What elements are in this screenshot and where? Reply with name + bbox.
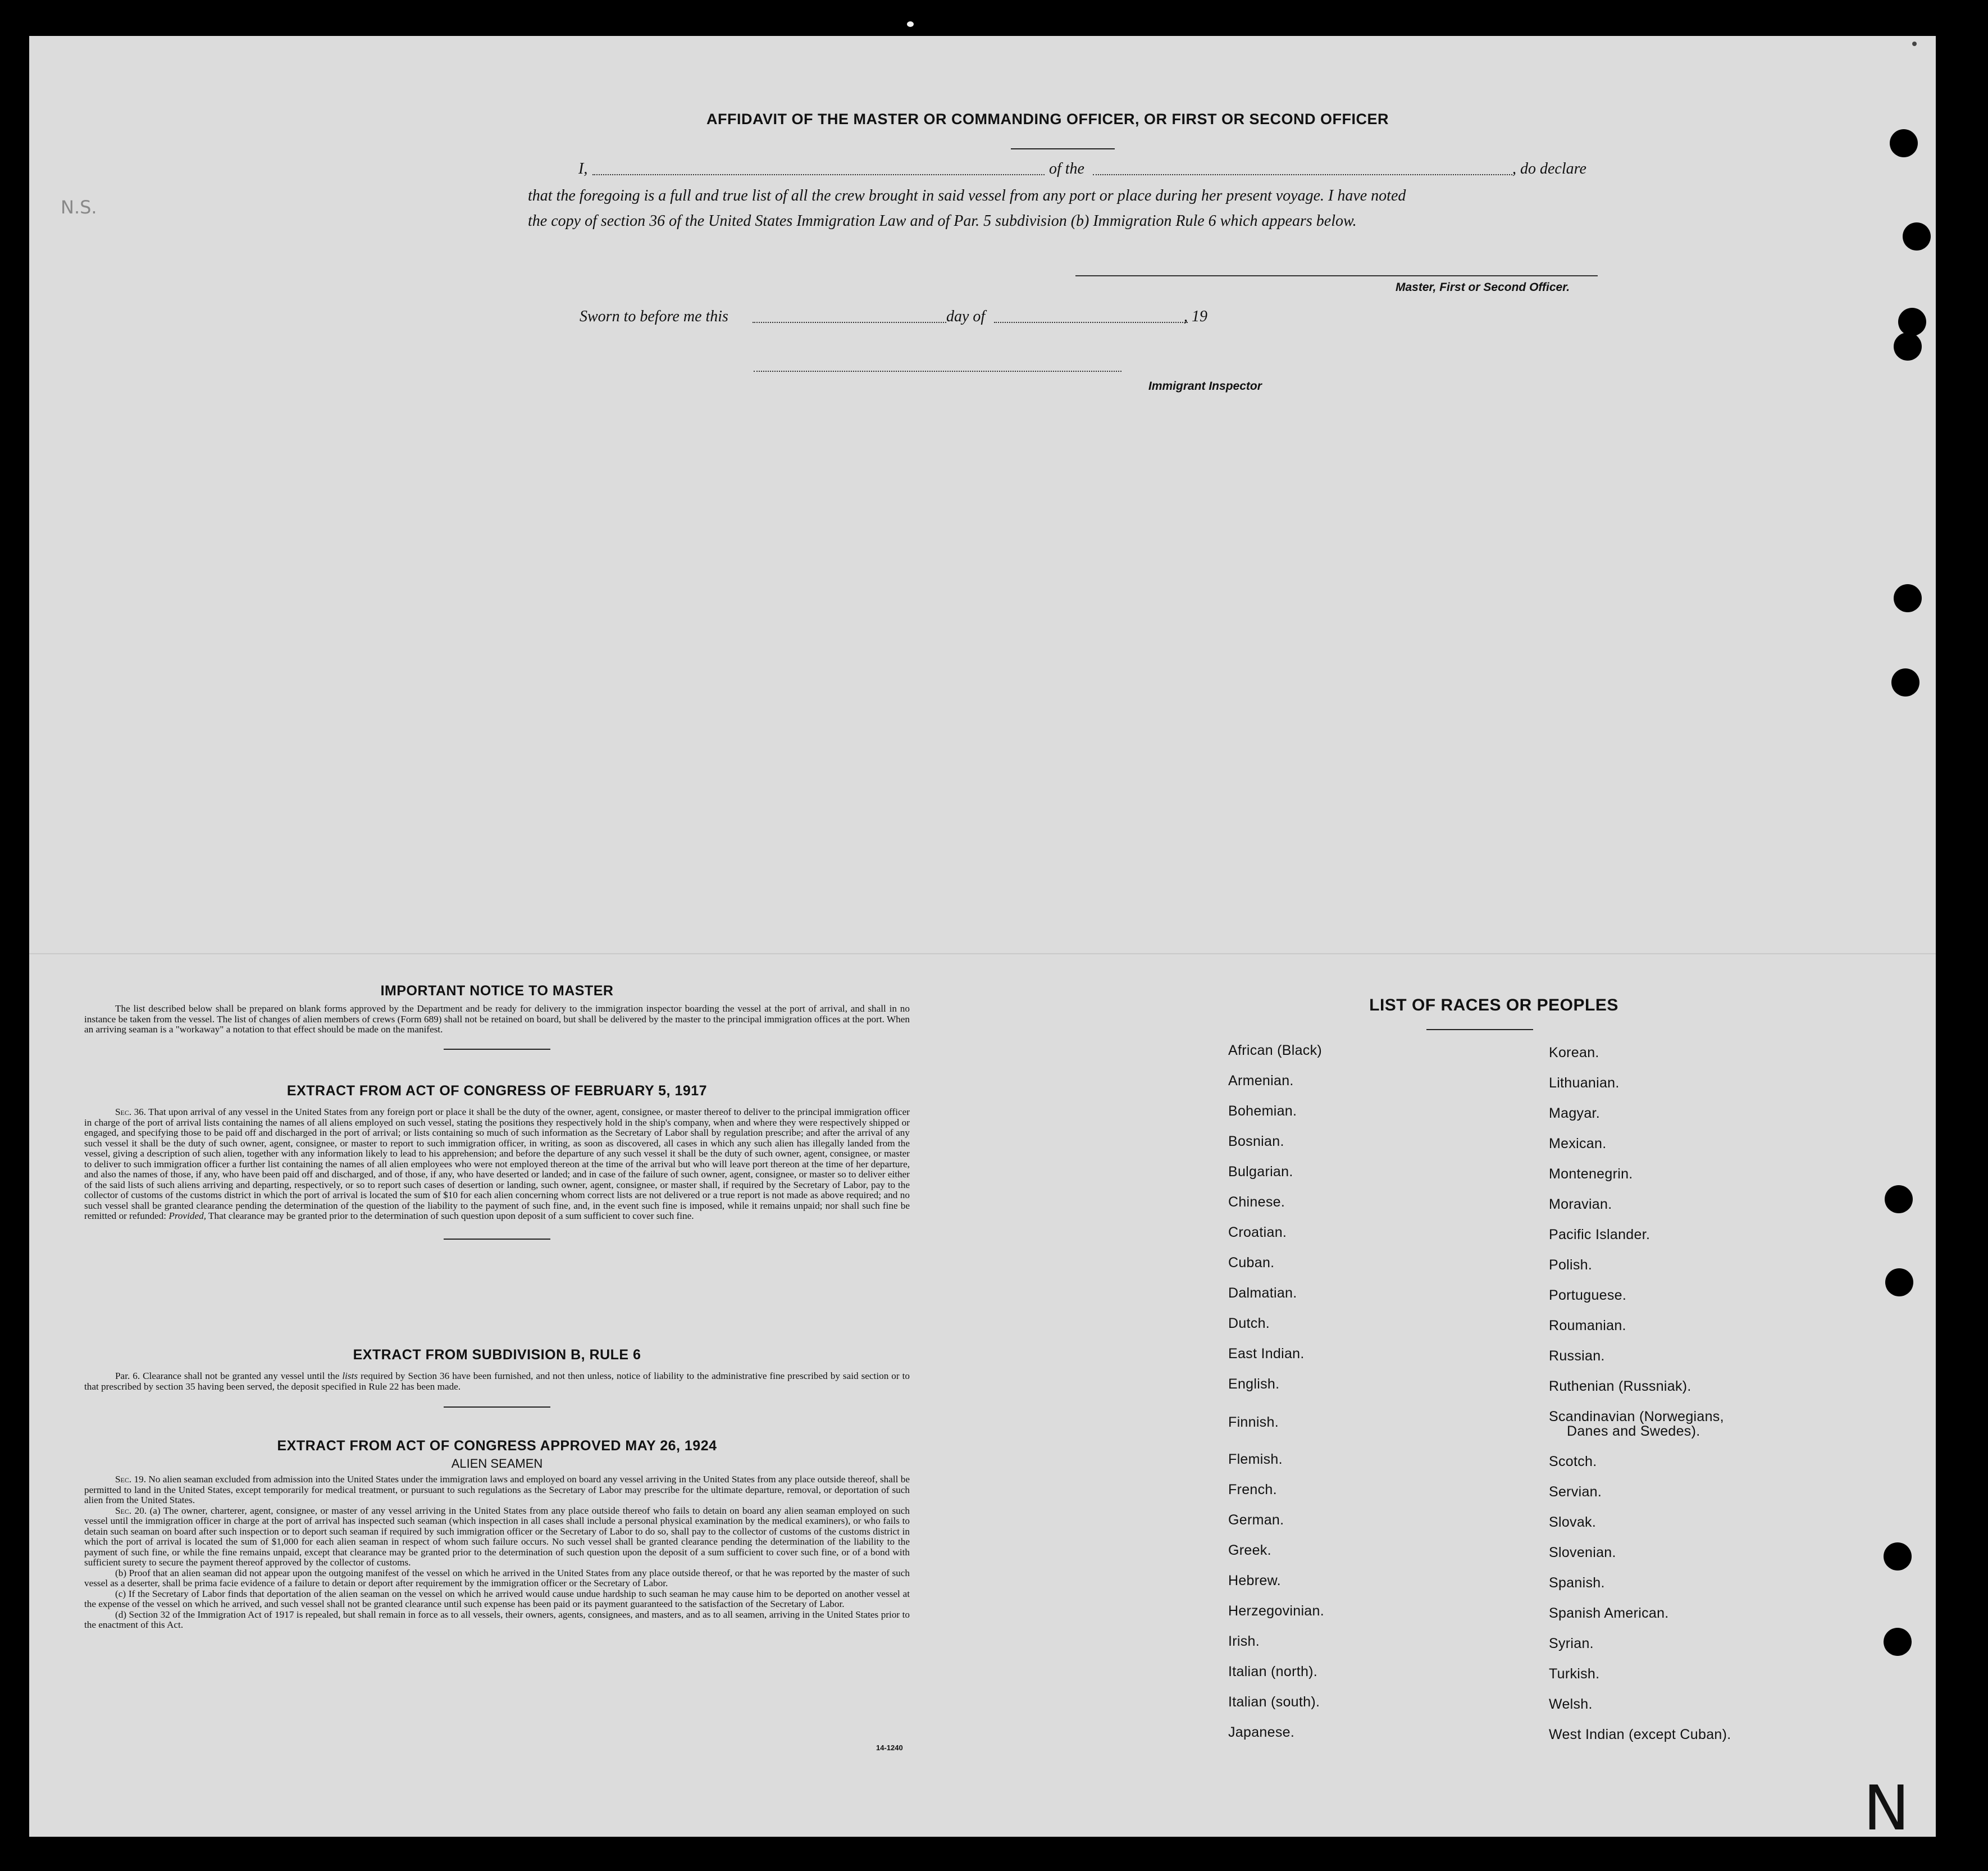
race-item: Scandinavian (Norwegians,: [1549, 1409, 1724, 1424]
corner-ink-mark: N: [1863, 1772, 1910, 1844]
sworn-label: Sworn to before me this: [580, 308, 728, 325]
race-item: Greek.: [1228, 1542, 1271, 1558]
notice-section: [84, 983, 910, 1050]
races-title-rule: [1426, 1029, 1533, 1030]
sec-36-label: Sec. 36.: [115, 1107, 147, 1117]
race-item: Welsh.: [1549, 1696, 1593, 1712]
race-item: Syrian.: [1549, 1636, 1594, 1651]
race-item: Cuban.: [1228, 1255, 1275, 1271]
race-item: Montenegrin.: [1549, 1166, 1633, 1182]
binder-hole: [1890, 129, 1918, 157]
race-item: Moravian.: [1549, 1196, 1612, 1212]
section-divider: [444, 1239, 550, 1240]
act-1917-text: That upon arrival of any vessel in the United States from any foreign port or place it shall be the duty of the owner, agent, consignee, or master thereof to deliver to the principal immigration officer in charge of the port of arrival lists containing the names of all aliens employed on such vessel, stating the positions they respectively hold in the ship's company, when and where they were respectively shipped or engaged, and specifying those to be paid off and discharged in the port of arrival; or lists containing so much of such information as the Secretary of Labor shall by regulation prescribe; and after the arrival of any such vessel it shall be the duty of such owner, agent, consignee, or master to report to such immigration officer, in writing, as soon as discovered, all cases in which any such alien has illegally landed from the vessel, giving a description of such alien, together with any information likely to lead to his apprehension; and before the departure of any such vessel it shall be the duty of such owner, agent, consignee, or master to deliver to such immigration officer a further list containing the names of all alien employees who were not employed thereon at the time of the arrival but who will leave port thereon at the time of her departure, and also the names of those, if any, who have been paid off and discharged, and of those, if any, who have deserted or landed; and in case of the failure of such owner, agent, consignee, or master so to deliver either of the said lists of such aliens arriving and departing, respectively, or so to report such cases of desertion or landing, such owner, agent, consignee, or master shall, if required by the Secretary of Labor, pay to the collector of customs of the customs district in which the port of arrival is located the sum of $10 for each alien concerning whom correct lists are not delivered or a true report is not made as above required; and no such vessel shall be granted clearance pending the determination of the question of the liability to the payment of such fine, and, in the event such fine is imposed, while it remains unpaid; nor shall such fine be remitted or refunded:: [84, 1107, 910, 1221]
race-item: East Indian.: [1228, 1346, 1305, 1362]
lists-word: lists: [342, 1371, 358, 1381]
rule-6-body: [84, 1371, 910, 1392]
race-item: Hebrew.: [1228, 1573, 1281, 1588]
act-1917-text-end: That clearance may be granted prior to the determination of such question upon deposit of a sum sufficient to cover such fine.: [208, 1210, 694, 1221]
affidavit-title-rule: [1011, 148, 1115, 149]
inspector-signature-line[interactable]: [754, 371, 1121, 372]
sec-19-paragraph: [84, 1474, 910, 1506]
provided-label: Provided,: [168, 1210, 207, 1221]
binder-hole: [1884, 1628, 1912, 1656]
binder-hole: [1894, 584, 1922, 612]
binder-hole: [1885, 1268, 1913, 1296]
race-item: French.: [1228, 1482, 1277, 1497]
dust-speck: [907, 21, 914, 27]
rule-6-section: [84, 1347, 910, 1408]
race-item: Armenian.: [1228, 1073, 1294, 1089]
affidavit-line-3: the copy of section 36 of the United States Immigration Law and of Par. 5 subdivision (b) Immigration Rule 6 which appears below.: [528, 212, 1357, 230]
race-item: English.: [1228, 1376, 1280, 1392]
affidavit-title: AFFIDAVIT OF THE MASTER OR COMMANDING OFFICER, OR FIRST OR SECOND OFFICER: [706, 111, 1389, 128]
binder-hole: [1898, 308, 1926, 336]
affidavit-i-label: I,: [578, 160, 588, 177]
form-number: 14-1240: [876, 1743, 903, 1752]
sworn-month-field[interactable]: [994, 322, 1188, 323]
race-item: West Indian (except Cuban).: [1549, 1727, 1731, 1742]
race-item: Pacific Islander.: [1549, 1227, 1650, 1242]
act-1924-subtitle: ALIEN SEAMEN: [451, 1456, 543, 1471]
race-item: Japanese.: [1228, 1724, 1295, 1740]
sec-19-label: Sec. 19.: [115, 1474, 147, 1485]
race-item: Herzegovinian.: [1228, 1603, 1324, 1619]
master-signature-line[interactable]: [1075, 275, 1598, 276]
fold-crease: [29, 953, 1936, 954]
year-label: , 19: [1184, 308, 1207, 325]
sec-20a-text: (a) The owner, charterer, agent, consignee, or master of any vessel arriving in the United States from any place outside thereof who fails to detain on board any alien seaman employed on such vessel until the immigration officer in charge at the port of arrival has inspected such seaman (which inspection in all cases shall include a personal physical examination by the medical examiners), or who fails to detain such seaman on board after such inspection or to deport such seaman if required by such immigration officer or the Secretary of Labor to do so, shall pay to the collector of customs of the customs district in which the port of arrival is located the sum of $1,000 for each alien seaman in respect of whom such failure occurs. No such vessel shall be granted clearance pending the determination of the liability to the payment of such fine, or while the fine remains unpaid, except that clearance may be granted prior to the determination of such question upon the deposit of a sum sufficient to cover such fine, or of a bond with sufficient surety to secure the payment thereof approved by the collector of customs.: [84, 1505, 910, 1568]
affidavit-declare-label: , do declare: [1512, 160, 1586, 177]
sec-20d-paragraph: (d) Section 32 of the Immigration Act of 1917 is repealed, but shall remain in force as to all vessels, their owners, agents, consignees, and masters, and as to all seamen, arriving in the United States prior to the enactment of this Act.: [84, 1609, 910, 1630]
race-item: Ruthenian (Russniak).: [1549, 1378, 1691, 1394]
race-item: Slovenian.: [1549, 1545, 1616, 1560]
dust-speck: [1912, 42, 1917, 46]
race-item: Turkish.: [1549, 1666, 1600, 1682]
act-1924-section: [84, 1438, 910, 1631]
sec-20c-paragraph: (c) If the Secretary of Labor finds that deportation of the alien seaman on the vessel on which he arrived would cause undue hardship to such seaman he may cause him to be deported on another vessel at the expense of the vessel on which he arrived, and such vessel shall not be granted clearance until such expense has been paid or its payment guaranteed to the satisfaction of the Secretary of Labor.: [84, 1588, 910, 1609]
race-item: German.: [1228, 1512, 1284, 1528]
race-item: Italian (south).: [1228, 1694, 1320, 1710]
affidavit-line-2: that the foregoing is a full and true list of all the crew brought in said vessel from any port or place during her present voyage. I have noted: [528, 187, 1406, 204]
race-item: Italian (north).: [1228, 1664, 1318, 1679]
race-item: Russian.: [1549, 1348, 1605, 1364]
race-item: Spanish American.: [1549, 1605, 1669, 1621]
section-divider: [444, 1406, 550, 1408]
sec-20a-paragraph: [84, 1506, 910, 1568]
rule-6-title: EXTRACT FROM SUBDIVISION B, RULE 6: [353, 1347, 641, 1363]
race-item: Mexican.: [1549, 1136, 1607, 1151]
race-item: Korean.: [1549, 1045, 1599, 1060]
day-of-label: day of: [946, 308, 986, 325]
race-item: Magyar.: [1549, 1105, 1601, 1121]
race-item: Chinese.: [1228, 1194, 1285, 1210]
notice-body: The list described below shall be prepared on blank forms approved by the Department and be ready for delivery to the immigration inspector boarding the vessel at the port of arrival, and shall in no instance be taken from the vessel. The list of changes of alien members of crews (Form 689) shall not be retained on board, but shall be delivered by the master to the principal immigration offices at the port. When an arriving seaman is a "workaway" a notation to that effect should be made on the manifest.: [84, 1003, 910, 1035]
race-item: Polish.: [1549, 1257, 1593, 1273]
master-signature-caption: Master, First or Second Officer.: [1396, 281, 1570, 294]
notice-title: IMPORTANT NOTICE TO MASTER: [380, 983, 614, 999]
binder-hole: [1903, 222, 1931, 251]
race-item: Bohemian.: [1228, 1103, 1297, 1119]
sec-20-label: Sec. 20.: [115, 1505, 147, 1516]
act-1917-title: EXTRACT FROM ACT OF CONGRESS OF FEBRUARY 5, 1917: [286, 1083, 708, 1099]
race-item: African (Black): [1228, 1043, 1323, 1058]
race-item: Roumanian.: [1549, 1318, 1626, 1333]
race-item: Irish.: [1228, 1633, 1260, 1649]
rule-6-text: Par. 6. Clearance shall not be granted any vessel until the: [115, 1371, 340, 1381]
affiant-name-field[interactable]: [592, 174, 1045, 175]
race-item: Croatian.: [1228, 1224, 1287, 1240]
race-item: Dalmatian.: [1228, 1285, 1297, 1301]
section-divider: [444, 1049, 550, 1050]
race-item: Bulgarian.: [1228, 1164, 1293, 1180]
affidavit-of-the-label: of the: [1049, 160, 1084, 177]
binder-hole: [1891, 668, 1919, 696]
inspector-signature-caption: Immigrant Inspector: [1148, 380, 1262, 393]
race-item: Danes and Swedes).: [1567, 1423, 1700, 1439]
race-item: Portuguese.: [1549, 1287, 1627, 1303]
race-item: Dutch.: [1228, 1315, 1270, 1331]
binder-hole: [1884, 1542, 1912, 1570]
act-1924-title: EXTRACT FROM ACT OF CONGRESS APPROVED MAY 26, 1924: [277, 1438, 717, 1454]
race-item: Scotch.: [1549, 1454, 1597, 1469]
sec-19-text: No alien seaman excluded from admission into the United States under the immigration laws and employed on board any vessel arriving in the United States from any place outside thereof, shall be permitted to land in the United States, except temporarily for medical treatment, or pursuant to such regulations as the Secretary of Labor may prescribe for the ultimate departure, removal, or deportation of such alien from the United States.: [84, 1474, 910, 1505]
races-title: LIST OF RACES OR PEOPLES: [1369, 996, 1618, 1014]
race-item: Slovak.: [1549, 1514, 1597, 1530]
act-1917-section: [84, 1083, 910, 1240]
binder-hole: [1885, 1185, 1913, 1213]
rule-6-text-end: required by Section 36 have been furnished, and not then unless, notice of liability to the administrative fine prescribed by said section or to that prescribed by section 35 having been served, the deposit specified in Rule 22 has been made.: [84, 1371, 910, 1392]
race-item: Spanish.: [1549, 1575, 1605, 1591]
race-item: Servian.: [1549, 1484, 1602, 1500]
sworn-day-field[interactable]: [753, 322, 946, 323]
act-1917-body: [84, 1107, 910, 1222]
pencil-note: N.S.: [61, 197, 97, 218]
race-item: Bosnian.: [1228, 1133, 1284, 1149]
vessel-name-field[interactable]: [1093, 174, 1512, 175]
binder-hole: [1894, 333, 1922, 361]
race-item: Finnish.: [1228, 1414, 1279, 1430]
sec-20b-paragraph: (b) Proof that an alien seaman did not appear upon the outgoing manifest of the vessel on which he arrived in the United States from any place outside thereof, or that he was reported by the master of such vessel as a deserter, shall be prima facie evidence of a failure to detain or deport after requirement by the immigration officer or the Secretary of Labor.: [84, 1567, 910, 1588]
race-item: Lithuanian.: [1549, 1075, 1620, 1091]
race-item: Flemish.: [1228, 1451, 1283, 1467]
